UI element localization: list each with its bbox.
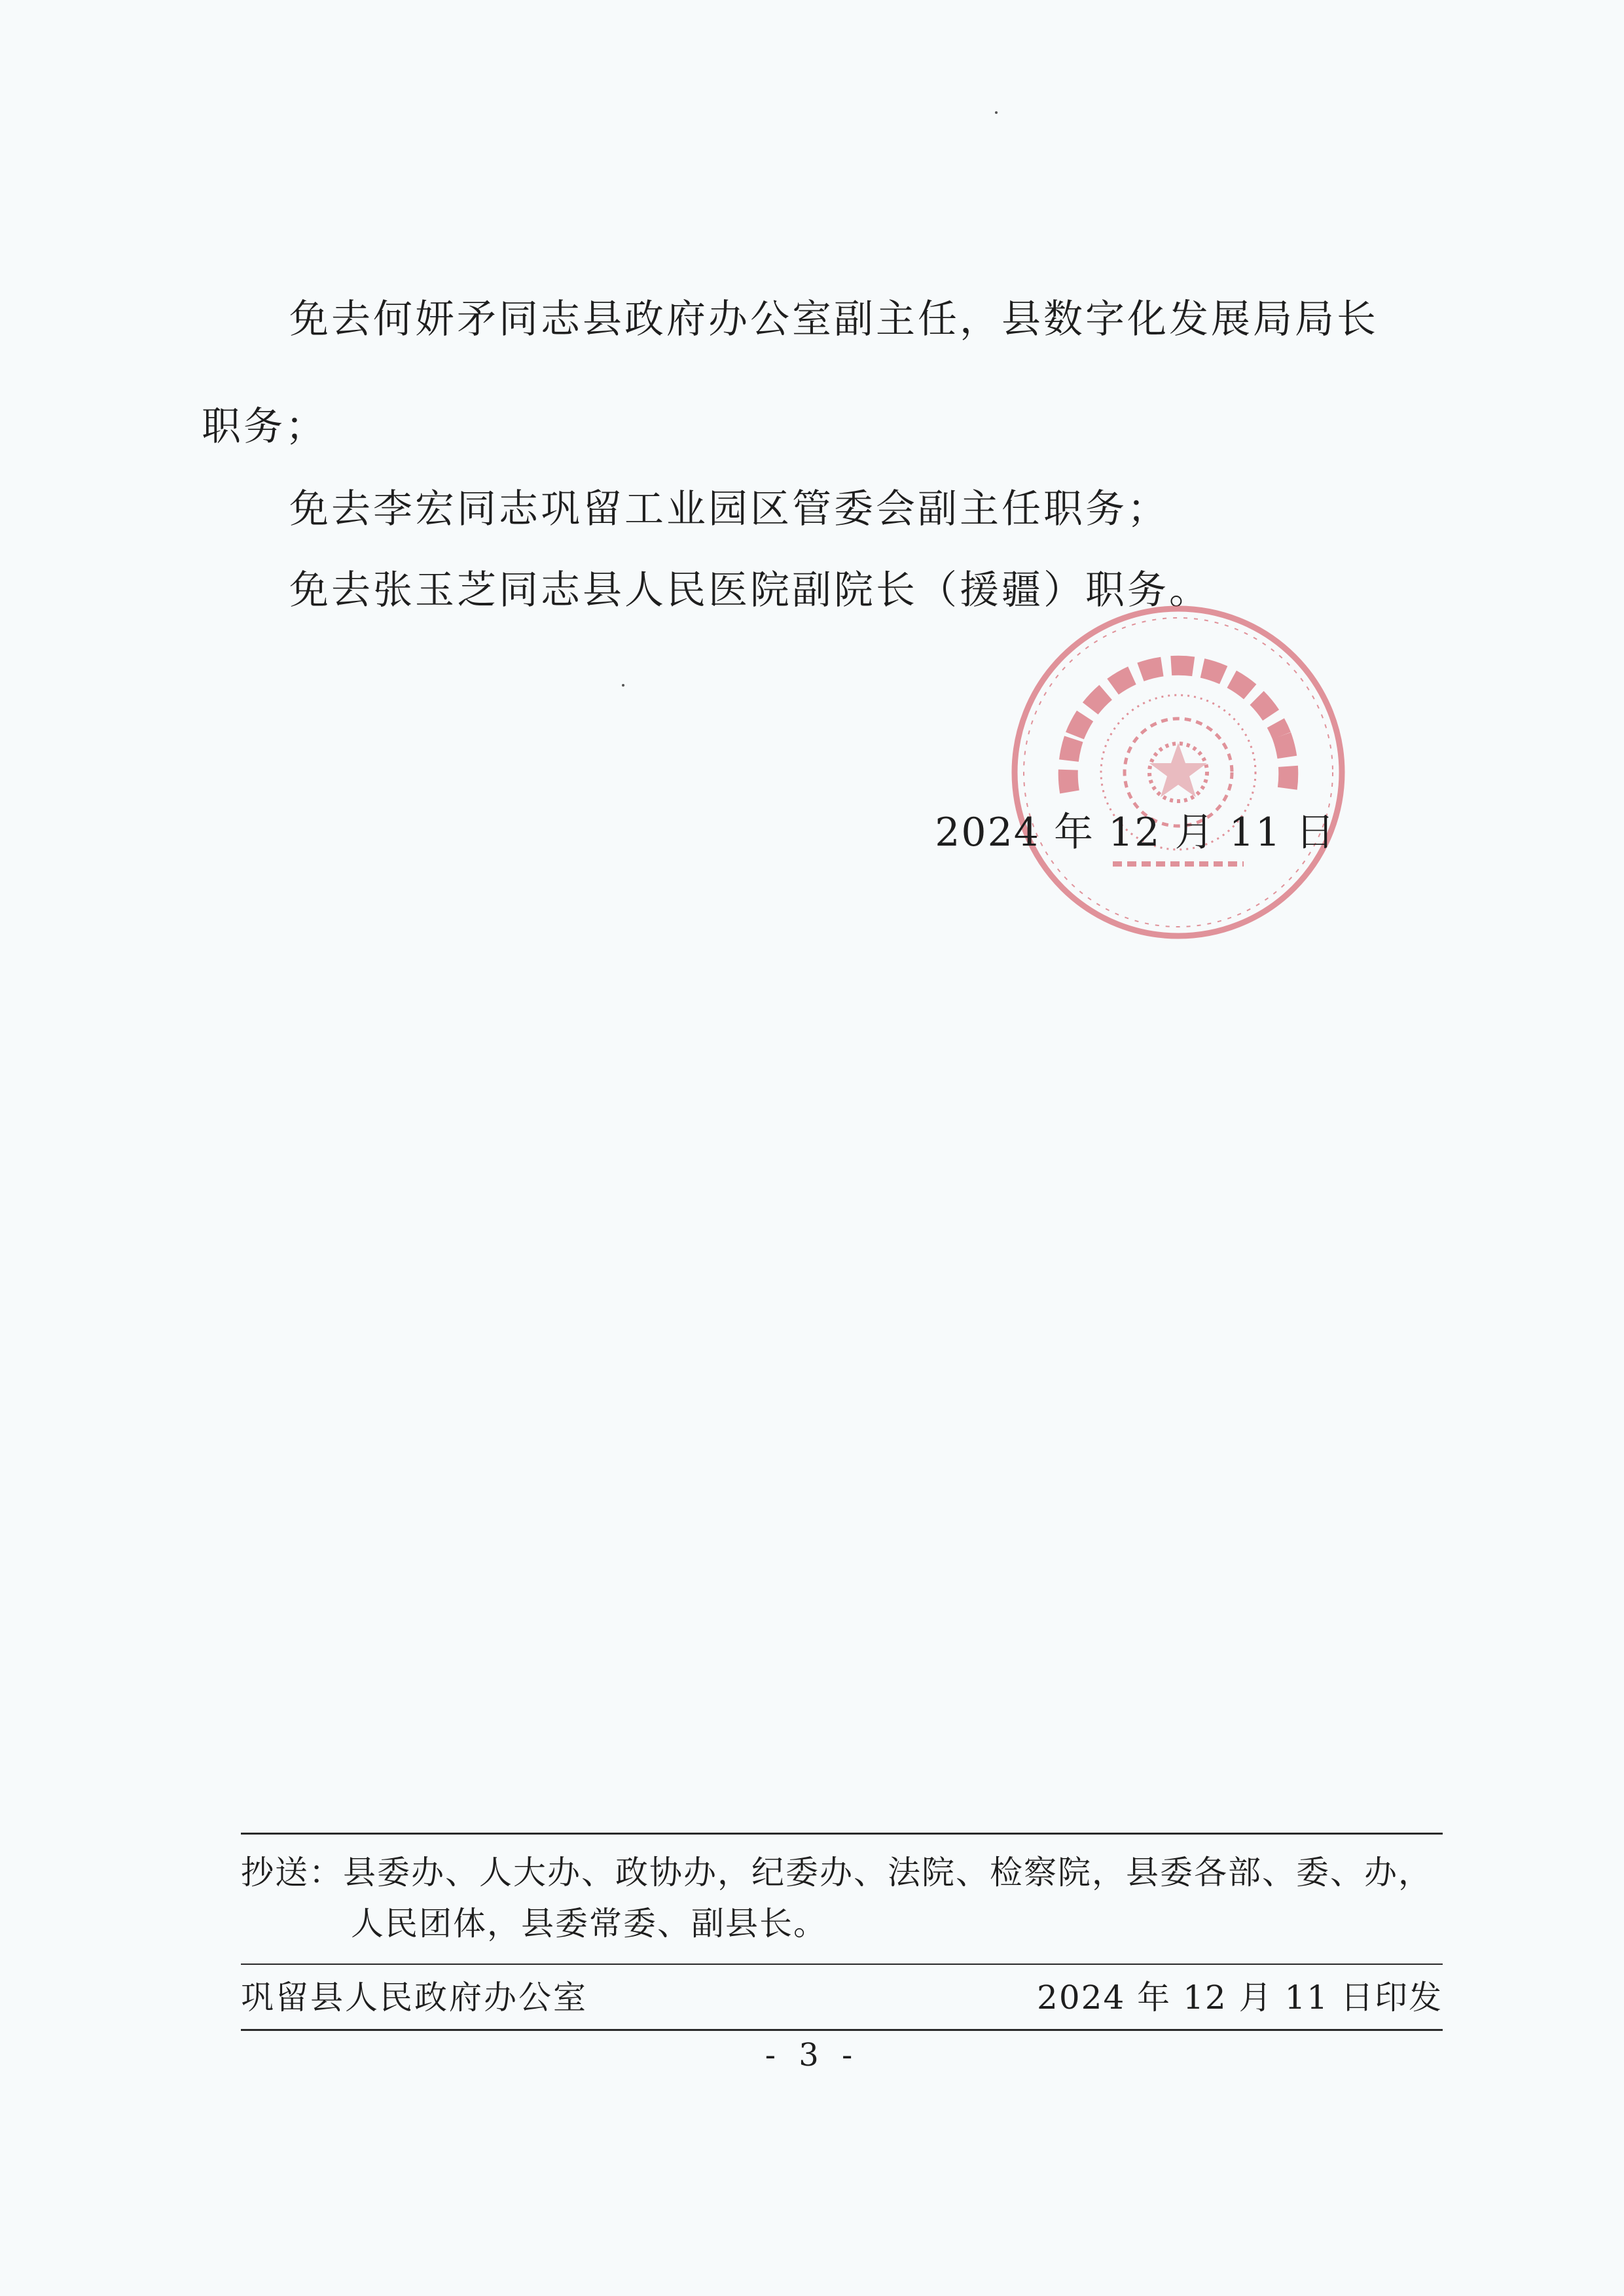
official-seal-icon [1001, 596, 1355, 949]
scan-speck [995, 111, 998, 114]
distribution-top-rule [241, 1833, 1443, 1835]
distribution-label: 抄送： [241, 1854, 343, 1892]
paragraph-3: 免去张玉芝同志县人民医院副院长（援疆）职务。 [289, 567, 1211, 613]
distribution-block [241, 1847, 1443, 1949]
distribution-line-2: 人民团体，县委常委、副县长。 [351, 1905, 827, 1943]
footer-issue-date: 2024 年 12 月 11 日印发 [1037, 1979, 1443, 2017]
distribution-line-1: 县委办、人大办、政协办，纪委办、法院、检察院，县委各部、委、办， [343, 1854, 1432, 1892]
distribution-middle-rule [241, 1964, 1443, 1965]
paragraph-2: 免去李宏同志巩留工业园区管委会副主任职务； [289, 486, 1169, 532]
scan-speck [622, 684, 624, 687]
paragraph-1-line-1: 免去何妍矛同志县政府办公室副主任，县数字化发展局局长 [289, 296, 1379, 342]
signature-date: 2024 年 12 月 11 日 [935, 810, 1336, 855]
page-number: - 3 - [765, 2037, 859, 2073]
footer-bottom-rule [241, 2029, 1443, 2031]
footer-issuer: 巩留县人民政府办公室 [241, 1979, 588, 2017]
paragraph-1-line-2: 职务； [202, 404, 327, 450]
